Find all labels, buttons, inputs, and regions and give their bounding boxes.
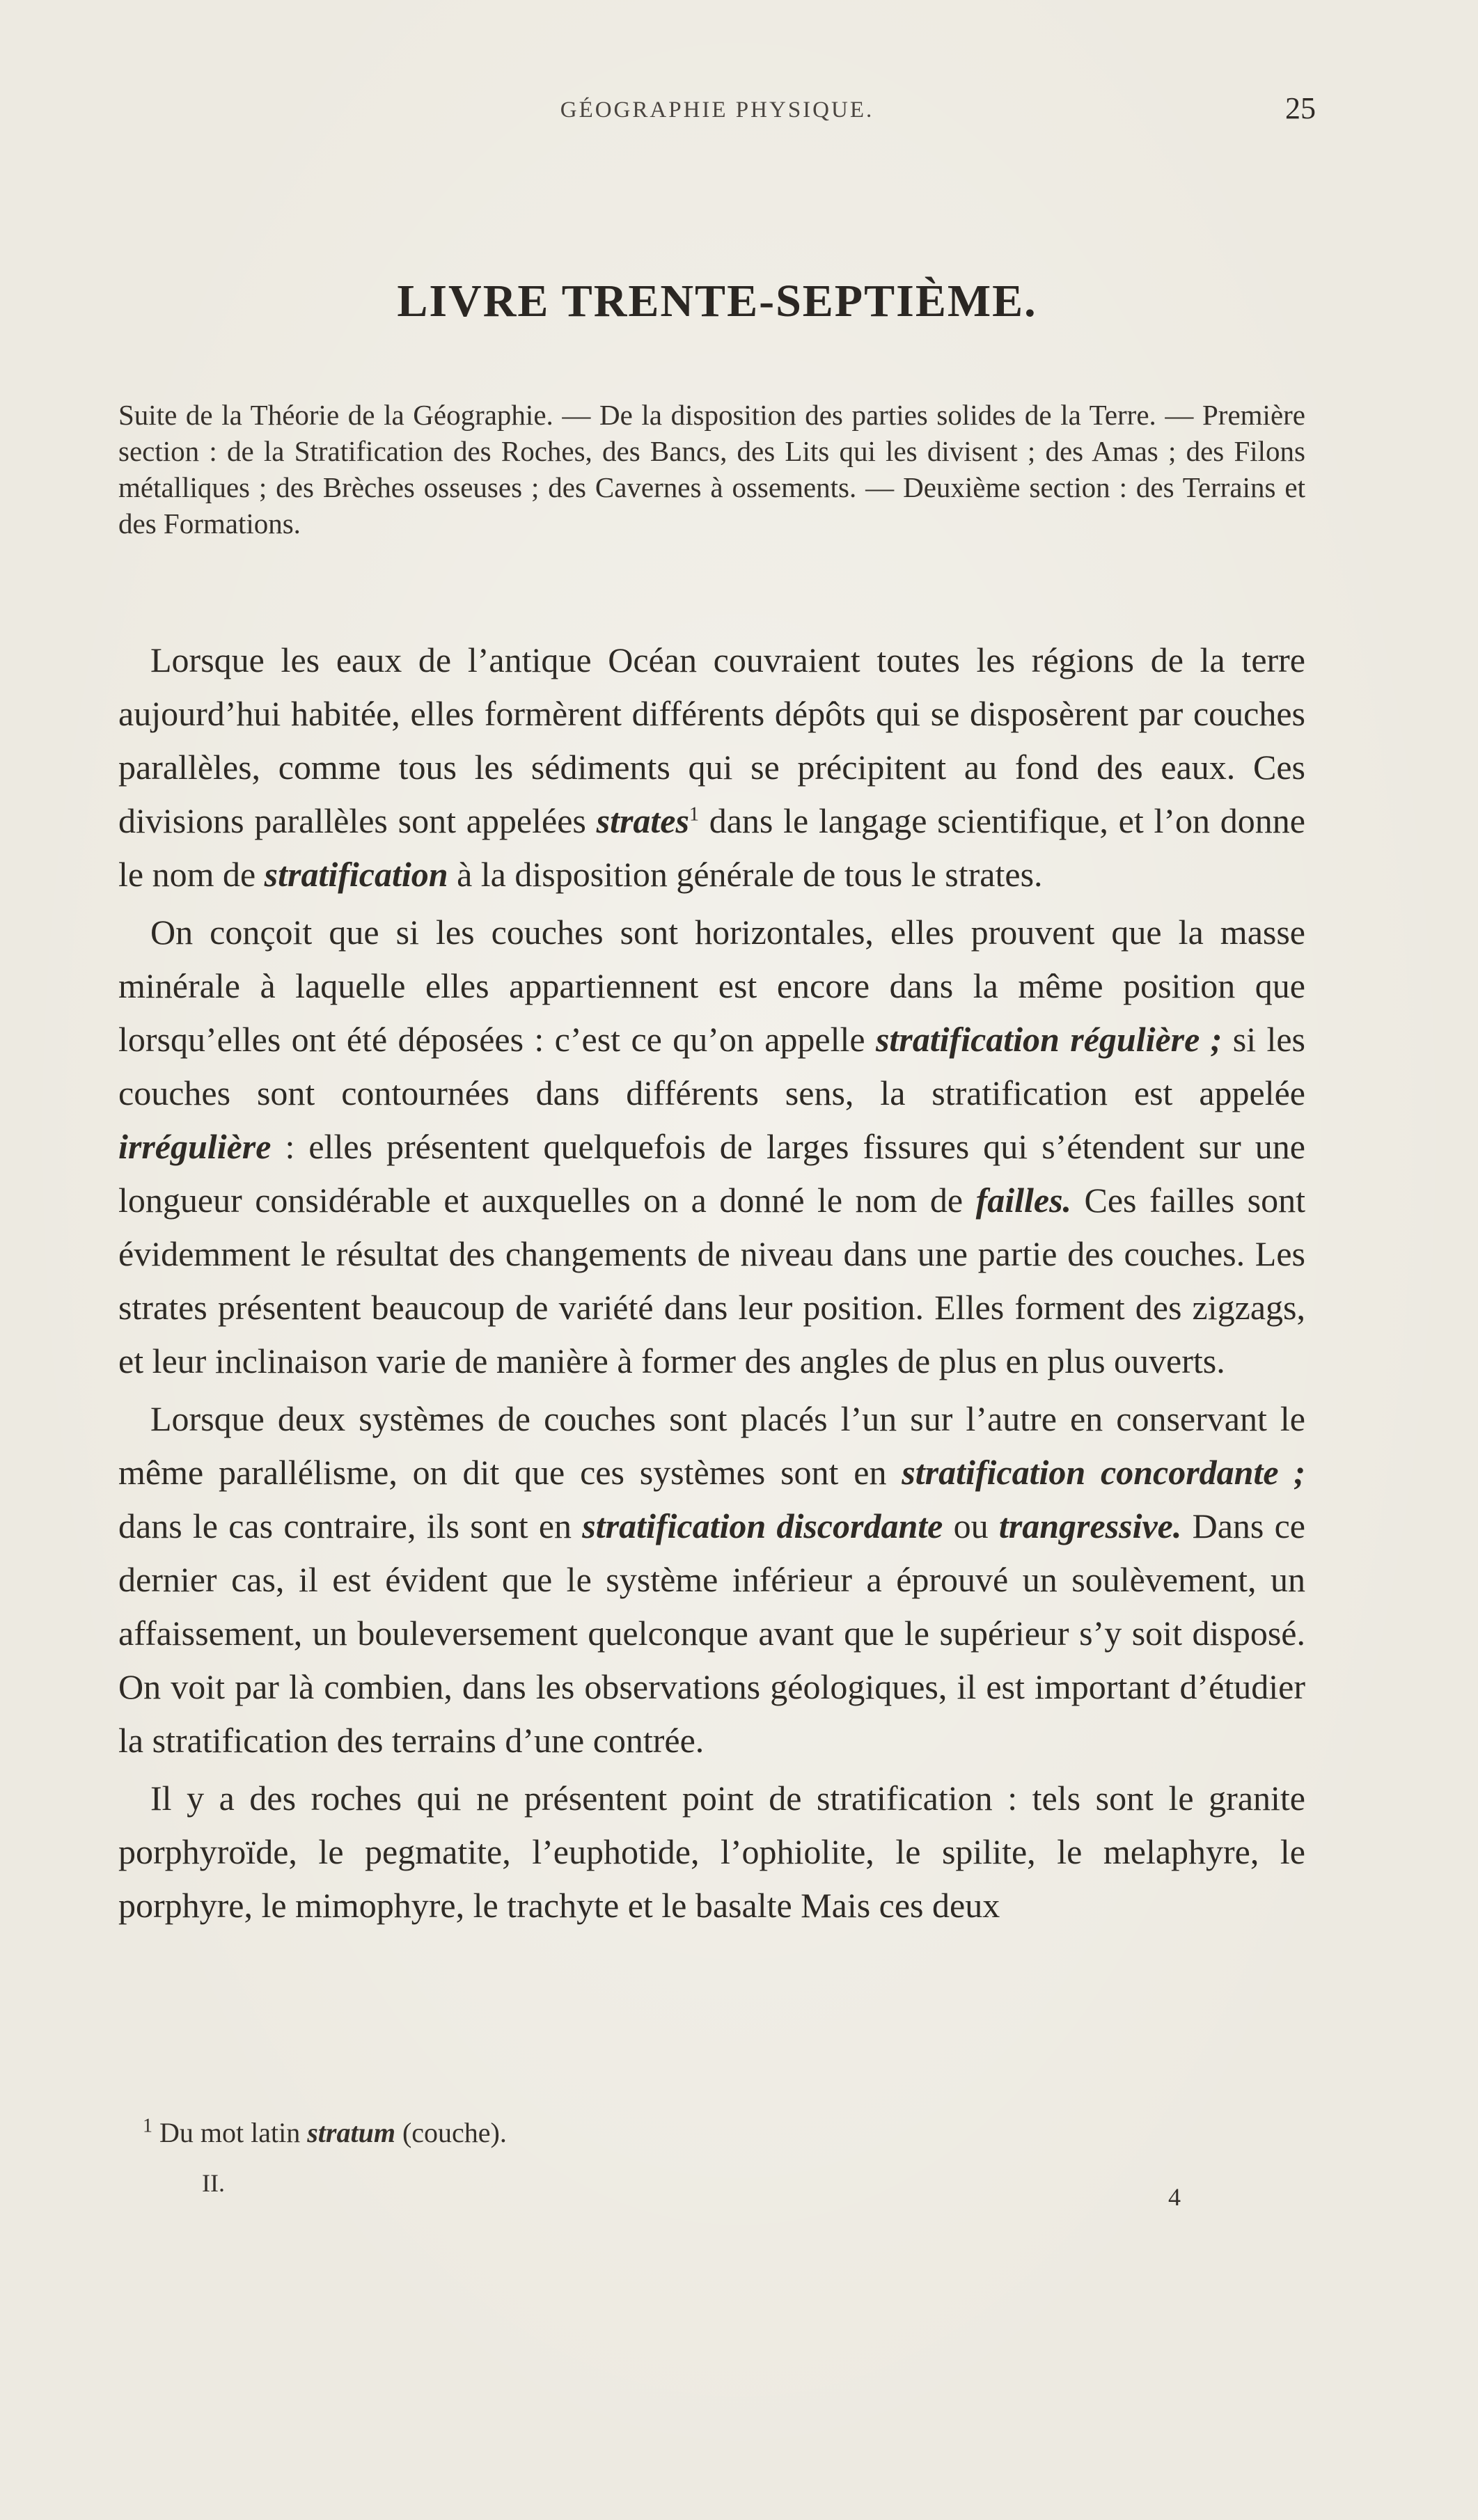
italic-term: strates (596, 801, 689, 840)
text-segment: On conçoit que si les couches sont horizontales, elles prouvent que la masse minérale à laquelle elles appartiennent est encore dans la même position que lorsqu’elles ont été déposées : c’est ce qu’on appelle (118, 913, 1305, 1059)
footnote-prefix: Du mot latin (159, 2117, 308, 2148)
text-segment: à la disposition générale de tous le strates. (448, 855, 1043, 894)
chapter-title: LIVRE TRENTE-SEPTIÈME. (397, 276, 1037, 326)
footnote-marker: 1 (143, 2115, 152, 2137)
footnote-term: stratum (307, 2117, 395, 2148)
text-segment: Ces failles sont évidemment le résultat des changements de niveau dans une partie des couches. Les strates présentent beaucoup de variété dans leur position. Elles forment des zigzags, et leur inclinaison varie de manière à former des angles de plus en plus ouverts. (118, 1181, 1305, 1380)
signature-mark: II. (202, 2169, 225, 2197)
running-head (118, 90, 1316, 132)
page-number: 25 (1285, 91, 1316, 125)
paragraph (118, 633, 1305, 901)
text-segment: Dans ce dernier cas, il est évident que le système inférieur a éprouvé un soulèvement, un affaissement, un bouleversement quelconque avant que le supérieur s’y soit disposé. On voit par là combien, dans les observations géologiques, il est important d’étudier la stratification des terrains d’une contrée. (118, 1506, 1305, 1760)
footnote-reference: 1 (689, 803, 699, 826)
sheet-number: 4 (1168, 2183, 1181, 2211)
paragraph (118, 1392, 1305, 1767)
text-segment: : elles présentent quelquefois de larges fissures qui s’étendent sur une longueur considérable et auxquelles on a donné le nom de (118, 1127, 1305, 1220)
text-segment: dans le langage scientifique, et l’on donne le nom de (118, 801, 1305, 894)
text-segment: si les couches sont contournées dans différents sens, la stratification est appelée (118, 1020, 1305, 1112)
text-segment: Lorsque les eaux de l’antique Océan couvraient toutes les régions de la terre aujourd’hui habitée, elles formèrent différents dépôts qui se disposèrent par couches parallèles, comme tous les sédiments qui se précipitent au fond des eaux. Ces divisions parallèles sont appelées (118, 640, 1305, 840)
text-segment: Il y a des roches qui ne présentent point de stratification : tels sont le granite porphyroïde, le pegmatite, l’euphotide, l’ophiolite, le spilite, le melaphyre, le porphyre, le mimophyre, le trachyte et le basalte Mais ces deux (118, 1779, 1305, 1925)
italic-term: trangressive. (998, 1506, 1182, 1545)
italic-term: stratification concordante ; (902, 1453, 1306, 1492)
footnote-suffix: (couche). (395, 2117, 507, 2148)
chapter-summary: Suite de la Théorie de la Géographie. — De la disposition des parties solides de la Terre. — Première section : de la Stratification des Roches, des Bancs, des Lits qui les divisent ; des Amas ; des Filons métalliques ; des Brèches osseuses ; des Cavernes à ossements. — Deuxième section : des Terrains et des Formations. (118, 399, 1305, 540)
text-segment: ou (943, 1506, 999, 1545)
italic-term: failles. (975, 1181, 1072, 1220)
italic-term: stratification (264, 855, 448, 894)
text-segment: dans le cas contraire, ils sont en (118, 1506, 583, 1545)
italic-term: stratification discordante (582, 1506, 943, 1545)
footnote (143, 2116, 1257, 2149)
body-text (118, 633, 1305, 1937)
italic-term: irrégulière (118, 1127, 272, 1166)
italic-term: stratification régulière ; (875, 1020, 1223, 1059)
paragraph (118, 906, 1305, 1388)
running-head-title: GÉOGRAPHIE PHYSIQUE. (560, 97, 874, 123)
paragraph (118, 1772, 1305, 1932)
text-segment: Lorsque deux systèmes de couches sont placés l’un sur l’autre en conservant le même parallélisme, on dit que ces systèmes sont en (118, 1399, 1305, 1492)
